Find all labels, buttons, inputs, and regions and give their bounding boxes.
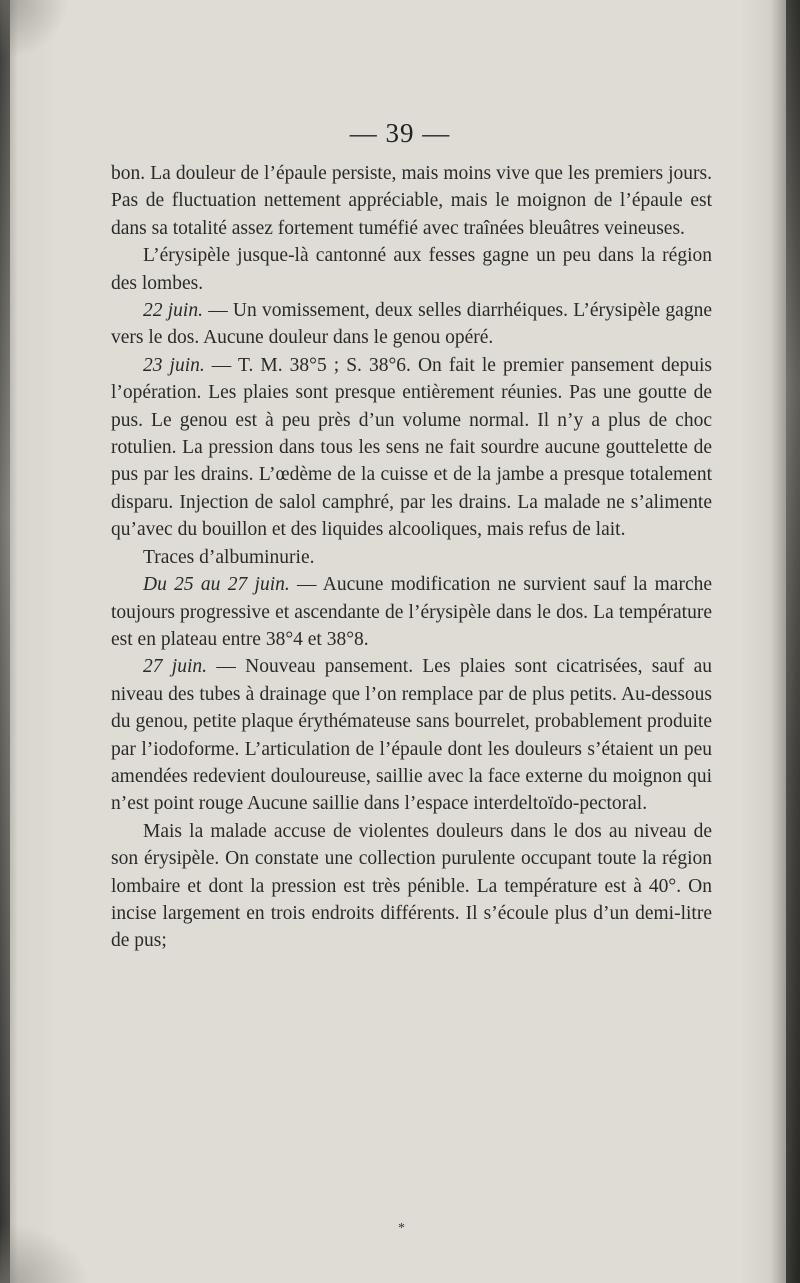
paragraph-text: — Un vomissement, deux selles diarrhéiques. L’érysipèle gagne vers le dos. Aucune douleur dans le genou opéré. <box>111 300 712 349</box>
scan-shade-top-left <box>0 0 70 60</box>
page-edge-shadow-right <box>786 0 800 1283</box>
entry-date: 27 juin. <box>143 656 208 678</box>
paragraph <box>111 571 712 653</box>
paragraph-text: Mais la malade accuse de violentes douleurs dans le dos au niveau de son érysipèle. On constate une collection purulente occupant toute la région lombaire et dont la pression est très pénible. La température est à 40°. On incise largement en trois endroits différents. Il s’écoule plus d’un demi-litre de pus; <box>111 820 712 952</box>
paragraph-text: — T. M. 38°5 ; S. 38°6. On fait le premier pansement depuis l’opération. Les plaies sont presque entièrement réunies. Pas une goutte de pus. Le genou est à peu près d’un volume normal. Il n’y a plus de choc rotulien. La pression dans tous les sens ne fait sourdre aucune gouttelette de pus par les drains. L’œdème de la cuisse et de la jambe a presque totalement disparu. Injection de salol camphré, par les drains. La malade ne s’alimente qu’avec du bouillon et des liquides alcooliques, mais refus de lait. <box>111 354 712 541</box>
paragraph-text: bon. La douleur de l’épaule persiste, mais moins vive que les premiers jours. Pas de fluctuation nettement appréciable, mais le moignon de l’épaule est dans sa totalité assez fortement tuméfié avec traînées bleuâtres veineuses. <box>111 163 712 239</box>
paragraph <box>111 352 712 544</box>
paragraph-text: — Aucune modification ne survient sauf la marche toujours progressive et ascendante de l’érysipèle dans le dos. La température est en plateau entre 38°4 et 38°8. <box>111 574 713 650</box>
page-number: — 39 — <box>349 118 451 148</box>
footer-mark: * <box>398 1221 405 1236</box>
paragraph <box>111 297 712 352</box>
paragraph <box>111 242 712 297</box>
entry-date: 22 juin. <box>143 300 203 322</box>
paragraph <box>111 653 712 817</box>
paragraph <box>111 818 712 955</box>
paragraph-text: L’érysipèle jusque-là cantonné aux fesses gagne un peu dans la région des lombes. <box>111 245 712 294</box>
paragraph <box>111 544 712 571</box>
paragraph <box>111 160 712 242</box>
binding-shadow-left <box>0 0 10 1283</box>
entry-date: 23 juin. <box>143 354 205 376</box>
scan-shade-bottom-left <box>0 1223 90 1283</box>
paragraph-text: — Nouveau pansement. Les plaies sont cicatrisées, sauf au niveau des tubes à drainage que l’on remplace par de plus petits. Au-dessous du genou, petite plaque érythémateuse sans bourrelet, probablement produite par l’iodoforme. L’articulation de l’épaule dont les douleurs s’étaient un peu amendées redevient douloureuse, saillie avec la face externe du moignon qui n’est point rouge Aucune saillie dans l’espace interdeltoïdo-pectoral. <box>111 656 712 815</box>
body-text <box>111 160 712 955</box>
paragraph-text: Traces d’albuminurie. <box>143 546 315 568</box>
entry-date: Du 25 au 27 juin. <box>143 574 290 596</box>
